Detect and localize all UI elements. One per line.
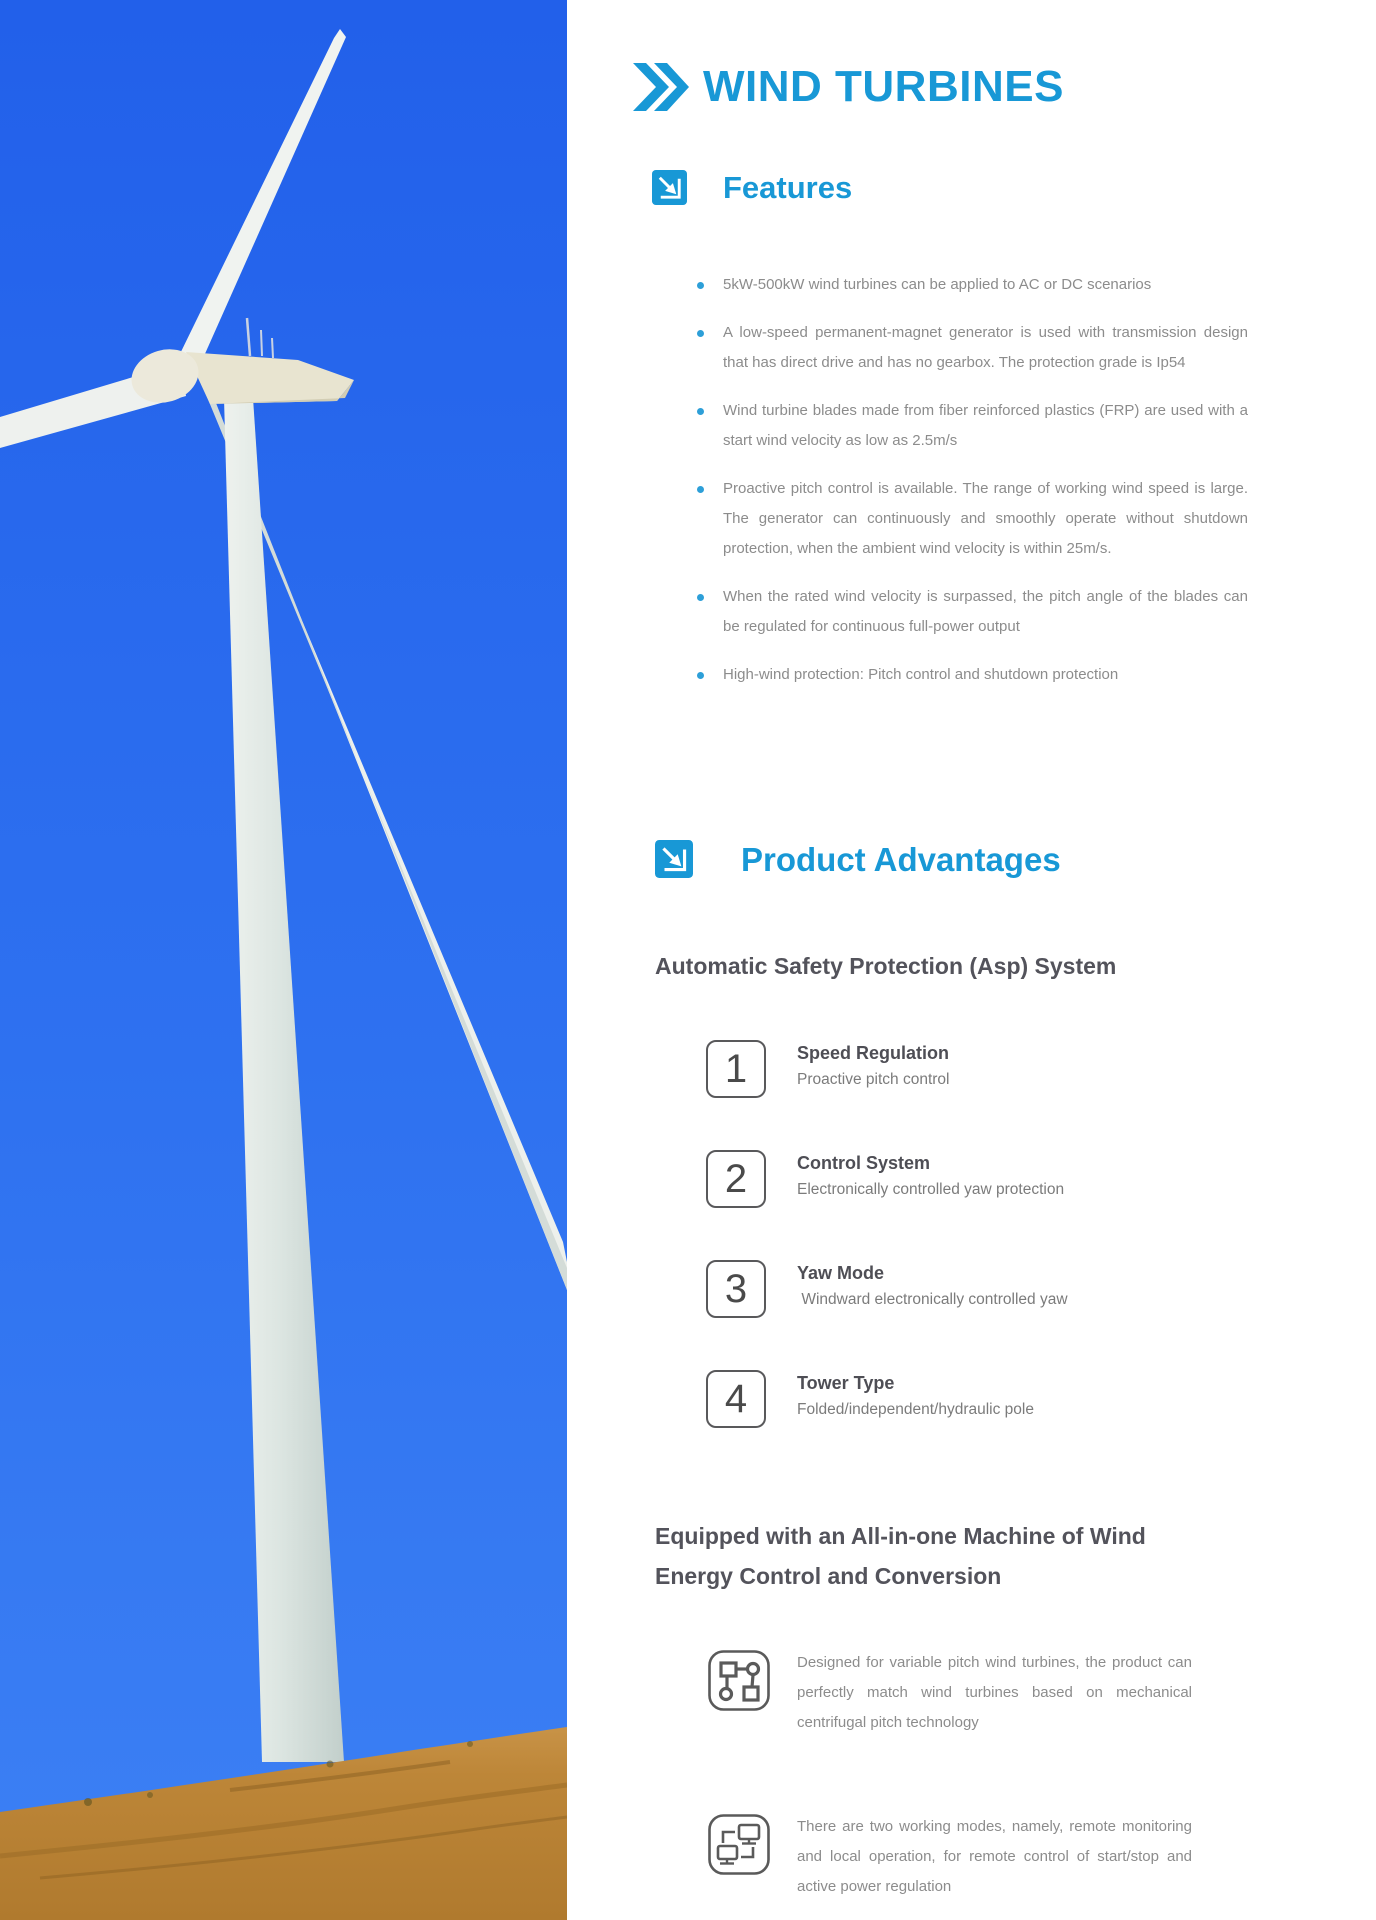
allinone-row	[708, 1812, 1192, 1902]
advantage-row	[706, 1040, 950, 1098]
nacelle-antenna	[272, 338, 273, 358]
feature-text: When the rated wind velocity is surpassed, the pitch angle of the blades can be regulated for continuous full-power output	[723, 588, 1248, 635]
feature-text: A low-speed permanent-magnet generator is used with transmission design that has direct drive and has no gearbox. The protection grade is Ip54	[723, 324, 1248, 371]
feature-text: Proactive pitch control is available. The range of working wind speed is large. The generator can continuously and smoothly operate without shutdown protection, when the ambient wind velocity is within 25m/s.	[723, 480, 1248, 557]
double-chevron-icon	[633, 63, 689, 111]
bullet-dot	[697, 330, 704, 337]
bullet-dot	[697, 282, 704, 289]
bullet-dot	[697, 486, 704, 493]
feature-text: 5kW-500kW wind turbines can be applied to AC or DC scenarios	[723, 276, 1152, 293]
feature-item	[695, 582, 1248, 642]
number-badge: 4	[706, 1370, 766, 1428]
advantage-text	[797, 1370, 1034, 1428]
allinone-heading-line2: Energy Control and Conversion	[655, 1563, 1002, 1589]
features-heading: Features	[723, 170, 853, 205]
advantage-desc: Folded/independent/hydraulic pole	[797, 1401, 1034, 1418]
shrub	[327, 1761, 334, 1768]
allinone-text: There are two working modes, namely, remote monitoring and local operation, for remote control of start/stop and active power regulation	[797, 1818, 1192, 1895]
bullet-dot	[697, 672, 704, 679]
allinone-heading-line1: Equipped with an All-in-one Machine of Wind	[655, 1523, 1146, 1549]
advantage-title: Yaw Mode	[797, 1263, 885, 1283]
monitors-icon	[708, 1814, 770, 1875]
feature-text: Wind turbine blades made from fiber reinforced plastics (FRP) are used with a start wind velocity as low as 2.5m/s	[723, 402, 1248, 449]
feature-item	[695, 318, 1248, 378]
feature-text: High-wind protection: Pitch control and shutdown protection	[723, 666, 1119, 683]
feature-item	[695, 474, 1248, 564]
product-advantages-heading: Product Advantages	[741, 840, 1061, 878]
advantage-desc: Windward electronically controlled yaw	[797, 1291, 1068, 1308]
advantage-text	[797, 1260, 1068, 1318]
allinone-row	[708, 1648, 1192, 1738]
page-title-row	[633, 36, 1064, 139]
wind-turbine-photo	[0, 0, 567, 1920]
allinone-heading	[655, 1516, 1146, 1596]
allinone-text: Designed for variable pitch wind turbines, the product can perfectly match wind turbines based on mechanical centrifugal pitch technology	[797, 1654, 1192, 1731]
advantage-desc: Electronically controlled yaw protection	[797, 1181, 1065, 1198]
shrub	[147, 1792, 153, 1798]
features-header	[652, 170, 852, 205]
advantage-title: Control System	[797, 1153, 931, 1173]
number-badge: 3	[706, 1260, 766, 1318]
nacelle-antenna	[261, 330, 262, 356]
bullet-dot	[697, 408, 704, 415]
section-square-arrow-icon	[652, 170, 687, 205]
advantage-title: Speed Regulation	[797, 1043, 950, 1063]
product-advantages-header	[655, 840, 1061, 878]
shrub	[84, 1798, 92, 1806]
number-badge: 2	[706, 1150, 766, 1208]
features-list	[695, 270, 1248, 708]
number-badge: 1	[706, 1040, 766, 1098]
advantage-text	[797, 1150, 1064, 1208]
advantage-text	[797, 1040, 950, 1098]
advantage-row	[706, 1260, 1068, 1318]
asp-system-heading: Automatic Safety Protection (Asp) System	[655, 953, 1117, 979]
advantage-desc: Proactive pitch control	[797, 1071, 950, 1088]
section-square-arrow-icon	[655, 840, 693, 878]
feature-item	[695, 270, 1248, 300]
shrub	[467, 1741, 473, 1747]
advantage-row	[706, 1370, 1034, 1428]
feature-item	[695, 396, 1248, 456]
bullet-dot	[697, 594, 704, 601]
feature-item	[695, 660, 1248, 690]
page-title: WIND TURBINES	[703, 62, 1064, 112]
diagram-icon	[708, 1650, 770, 1711]
advantage-title: Tower Type	[797, 1373, 895, 1393]
advantage-row	[706, 1150, 1064, 1208]
